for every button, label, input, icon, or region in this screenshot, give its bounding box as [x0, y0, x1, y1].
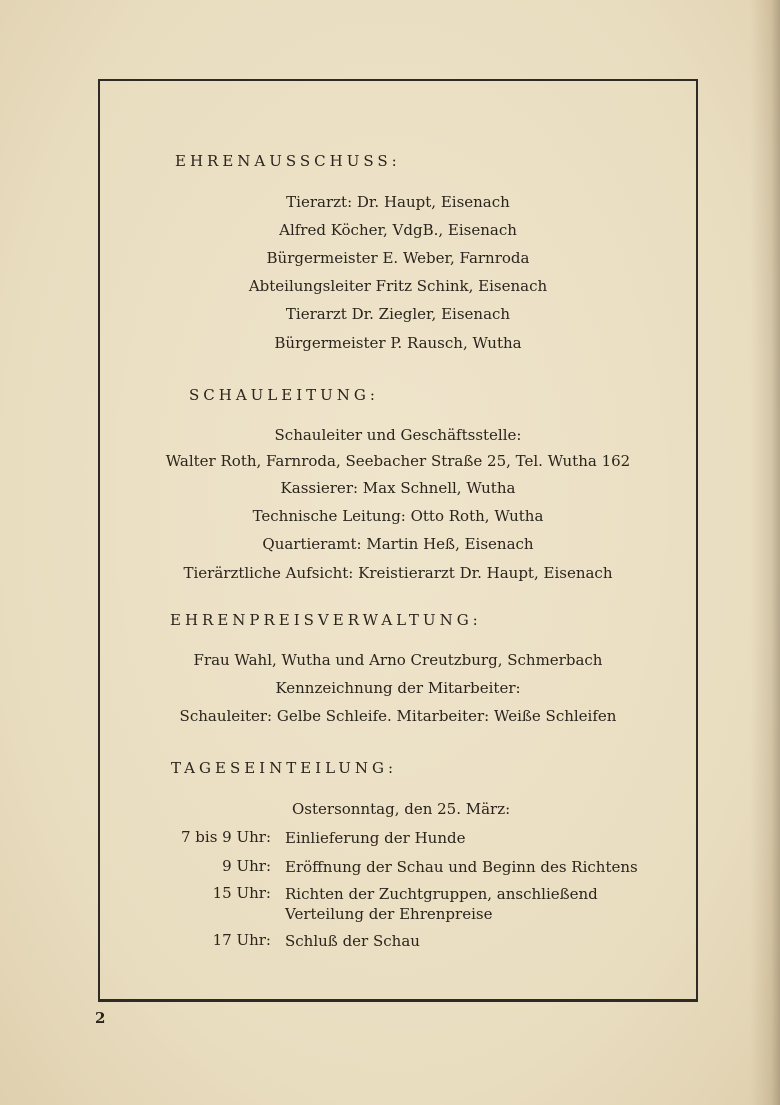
schauleitung-line: Quartieramt: Martin Heß, Eisenach — [262, 535, 534, 553]
schauleitung-line: Kassierer: Max Schnell, Wutha — [280, 479, 516, 497]
ehrenausschuss-line: Bürgermeister E. Weber, Farnroda — [266, 249, 530, 267]
schauleitung-line: Schauleiter und Geschäftsstelle: — [274, 426, 522, 444]
heading-tageseinteilung: TAGESEINTEILUNG: — [171, 759, 398, 777]
page-edge-shadow — [750, 0, 780, 1105]
schedule-time: 7 bis 9 Uhr: — [180, 828, 271, 846]
ehrenausschuss-line: Alfred Köcher, VdgB., Eisenach — [279, 221, 517, 239]
schauleitung-line: Walter Roth, Farnroda, Seebacher Straße 25, Tel. Wutha 162 — [165, 452, 631, 470]
ehrenausschuss-line: Abteilungsleiter Fritz Schink, Eisenach — [248, 277, 548, 295]
schedule-date: Ostersonntag, den 25. März: — [292, 800, 511, 818]
heading-schauleitung: SCHAULEITUNG: — [189, 386, 379, 404]
schedule-time: 17 Uhr: — [212, 931, 271, 949]
schauleitung-line: Technische Leitung: Otto Roth, Wutha — [252, 507, 544, 525]
ehrenpreisverwaltung-line: Frau Wahl, Wutha und Arno Creutzburg, Schmerbach — [193, 651, 603, 669]
ehrenausschuss-line: Tierarzt: Dr. Haupt, Eisenach — [286, 193, 510, 211]
schedule-entry: Schluß der Schau — [285, 932, 420, 950]
ehrenausschuss-line: Bürgermeister P. Rausch, Wutha — [274, 334, 522, 352]
page-number: 2 — [95, 1009, 106, 1027]
schedule-entry: Eröffnung der Schau und Beginn des Richtens — [285, 858, 638, 876]
heading-ehrenpreisverwaltung: EHRENPREISVERWALTUNG: — [170, 611, 482, 629]
schedule-entry: Einlieferung der Hunde — [285, 829, 466, 847]
schedule-entry: Richten der Zuchtgruppen, anschließend Verteilung der Ehrenpreise — [285, 885, 598, 923]
schauleitung-line: Tierärztliche Aufsicht: Kreistierarzt Dr. Haupt, Eisenach — [183, 564, 613, 582]
ehrenpreisverwaltung-line: Kennzeichnung der Mitarbeiter: — [275, 679, 521, 697]
ehrenausschuss-line: Tierarzt Dr. Ziegler, Eisenach — [285, 305, 511, 323]
ehrenpreisverwaltung-line: Schauleiter: Gelbe Schleife. Mitarbeiter: Weiße Schleifen — [179, 707, 617, 725]
heading-ehrenausschuss: EHRENAUSSCHUSS: — [175, 152, 401, 170]
schedule-time: 9 Uhr: — [222, 857, 271, 875]
schedule-time: 15 Uhr: — [212, 884, 271, 902]
